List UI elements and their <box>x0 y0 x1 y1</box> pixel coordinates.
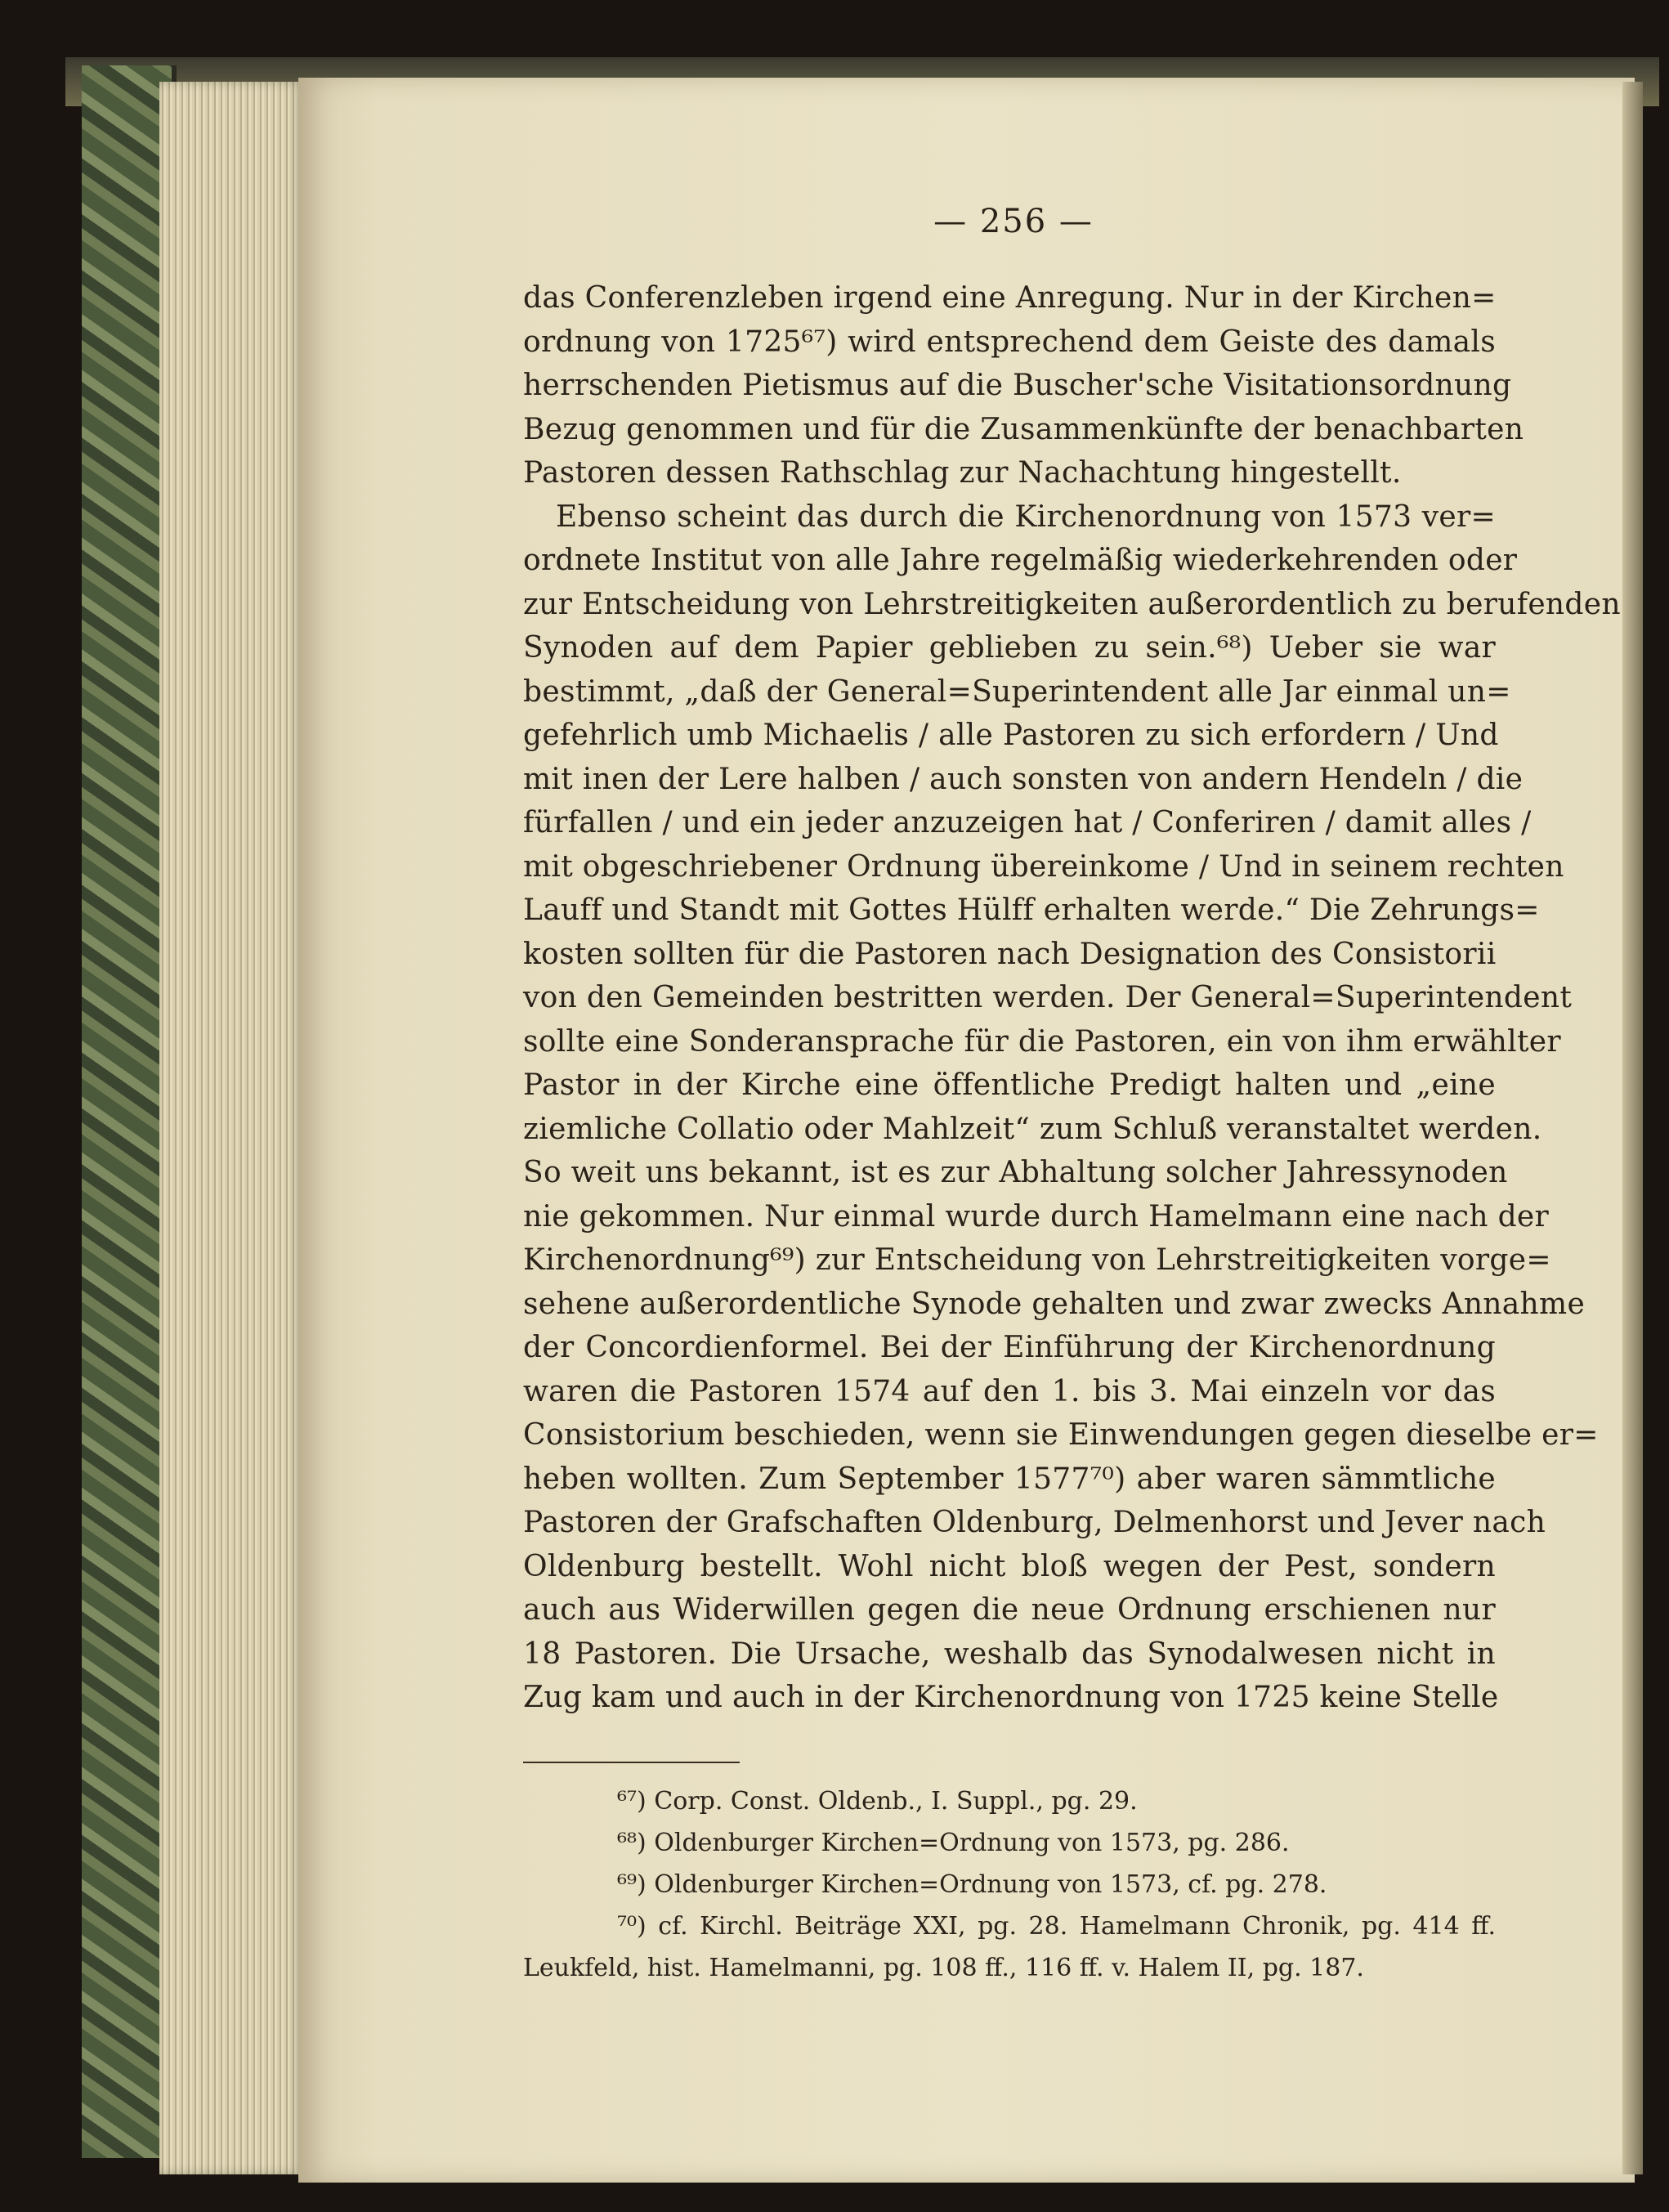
page-number: — 256 — <box>933 203 1094 240</box>
body-line: Pastoren dessen Rathschlag zur Nachachtung hingestellt. <box>523 456 1402 490</box>
body-line: Oldenburg bestellt. Wohl nicht bloß wegen der Pest, sondern <box>523 1549 1496 1583</box>
footnote: ⁷⁰) cf. Kirchl. Beiträge XXI, pg. 28. Hamelmann Chronik, pg. 414 ff. <box>617 1912 1496 1941</box>
footnote-separator <box>523 1762 740 1763</box>
body-line: gefehrlich umb Michaelis / alle Pastoren zu sich erfordern / Und <box>523 719 1499 752</box>
body-line: Pastoren der Grafschaften Oldenburg, Delmenhorst und Jever nach <box>523 1506 1546 1539</box>
body-line: sollte eine Sonderansprache für die Pastoren, ein von ihm erwählter <box>523 1024 1561 1059</box>
body-line: nie gekommen. Nur einmal wurde durch Hamelmann eine nach der <box>523 1199 1550 1234</box>
page-edge-right <box>1622 82 1643 2174</box>
body-line: herrschenden Pietismus auf die Buscher'sche Visitationsordnung <box>523 369 1512 402</box>
body-line: sehene außerordentliche Synode gehalten und zwar zwecks Annahme <box>523 1287 1586 1321</box>
body-line: das Conferenzleben irgend eine Anregung. Nur in der Kirchen= <box>523 281 1497 315</box>
footnote: ⁶⁸) Oldenburger Kirchen=Ordnung von 1573, pg. 286. <box>617 1829 1290 1857</box>
body-line: 18 Pastoren. Die Ursache, weshalb das Synodalwesen nicht in <box>523 1637 1496 1671</box>
body-line: Synoden auf dem Papier geblieben zu sein.⁶⁸) Ueber sie war <box>523 631 1496 665</box>
body-line: ziemliche Collatio oder Mahlzeit“ zum Schluß veranstaltet werden. <box>523 1112 1542 1146</box>
body-line: ordnete Institut von alle Jahre regelmäßig wiederkehrenden oder <box>523 544 1518 577</box>
body-line: Lauff und Standt mit Gottes Hülff erhalten werde.“ Die Zehrungs= <box>523 893 1540 927</box>
body-line: mit obgeschriebener Ordnung übereinkome / Und in seinem rechten <box>523 849 1564 884</box>
body-line: Kirchenordnung⁶⁹) zur Entscheidung von Lehrstreitigkeiten vorge= <box>523 1243 1551 1277</box>
body-line: von den Gemeinden bestritten werden. Der General=Superintendent <box>523 981 1573 1014</box>
footnote: ⁶⁷) Corp. Const. Oldenb., I. Suppl., pg. 29. <box>617 1787 1138 1816</box>
footnote: ⁶⁹) Oldenburger Kirchen=Ordnung von 1573, cf. pg. 278. <box>617 1870 1327 1899</box>
body-line: ordnung von 1725⁶⁷) wird entsprechend dem Geiste des damals <box>523 325 1496 359</box>
body-line: So weit uns bekannt, ist es zur Abhaltung solcher Jahressynoden <box>523 1156 1508 1189</box>
body-line: Zug kam und auch in der Kirchenordnung von 1725 keine Stelle <box>523 1681 1499 1714</box>
body-line: Consistorium beschieden, wenn sie Einwendungen gegen dieselbe er= <box>523 1418 1599 1452</box>
body-line: heben wollten. Zum September 1577⁷⁰) aber waren sämmtliche <box>523 1462 1496 1496</box>
body-line: kosten sollten für die Pastoren nach Designation des Consistorii <box>523 937 1497 971</box>
body-line: auch aus Widerwillen gegen die neue Ordnung erschienen nur <box>523 1593 1496 1627</box>
body-line: der Concordienformel. Bei der Einführung der Kirchenordnung <box>523 1331 1496 1364</box>
body-line: Bezug genommen und für die Zusammenkünfte der benachbarten <box>523 412 1524 446</box>
footnotes <box>523 1780 1496 1989</box>
body-line: waren die Pastoren 1574 auf den 1. bis 3. Mai einzeln vor das <box>523 1374 1496 1408</box>
body-line: bestimmt, „daß der General=Superintendent alle Jar einmal un= <box>523 674 1511 709</box>
footnote-continuation: Leukfeld, hist. Hamelmanni, pg. 108 ff., 116 ff. v. Halem II, pg. 187. <box>523 1954 1364 1982</box>
body-line: fürfallen / und ein jeder anzuzeigen hat / Conferiren / damit alles / <box>523 806 1532 840</box>
page-stack-edge <box>159 82 307 2174</box>
body-line: zur Entscheidung von Lehrstreitigkeiten außerordentlich zu berufenden <box>523 587 1621 621</box>
body-line: mit inen der Lere halben / auch sonsten von andern Hendeln / die <box>523 762 1524 796</box>
body-line: Pastor in der Kirche eine öffentliche Predigt halten und „eine <box>523 1068 1496 1102</box>
body-line: Ebenso scheint das durch die Kirchenordnung von 1573 ver= <box>556 499 1496 534</box>
body-text <box>523 276 1621 1720</box>
